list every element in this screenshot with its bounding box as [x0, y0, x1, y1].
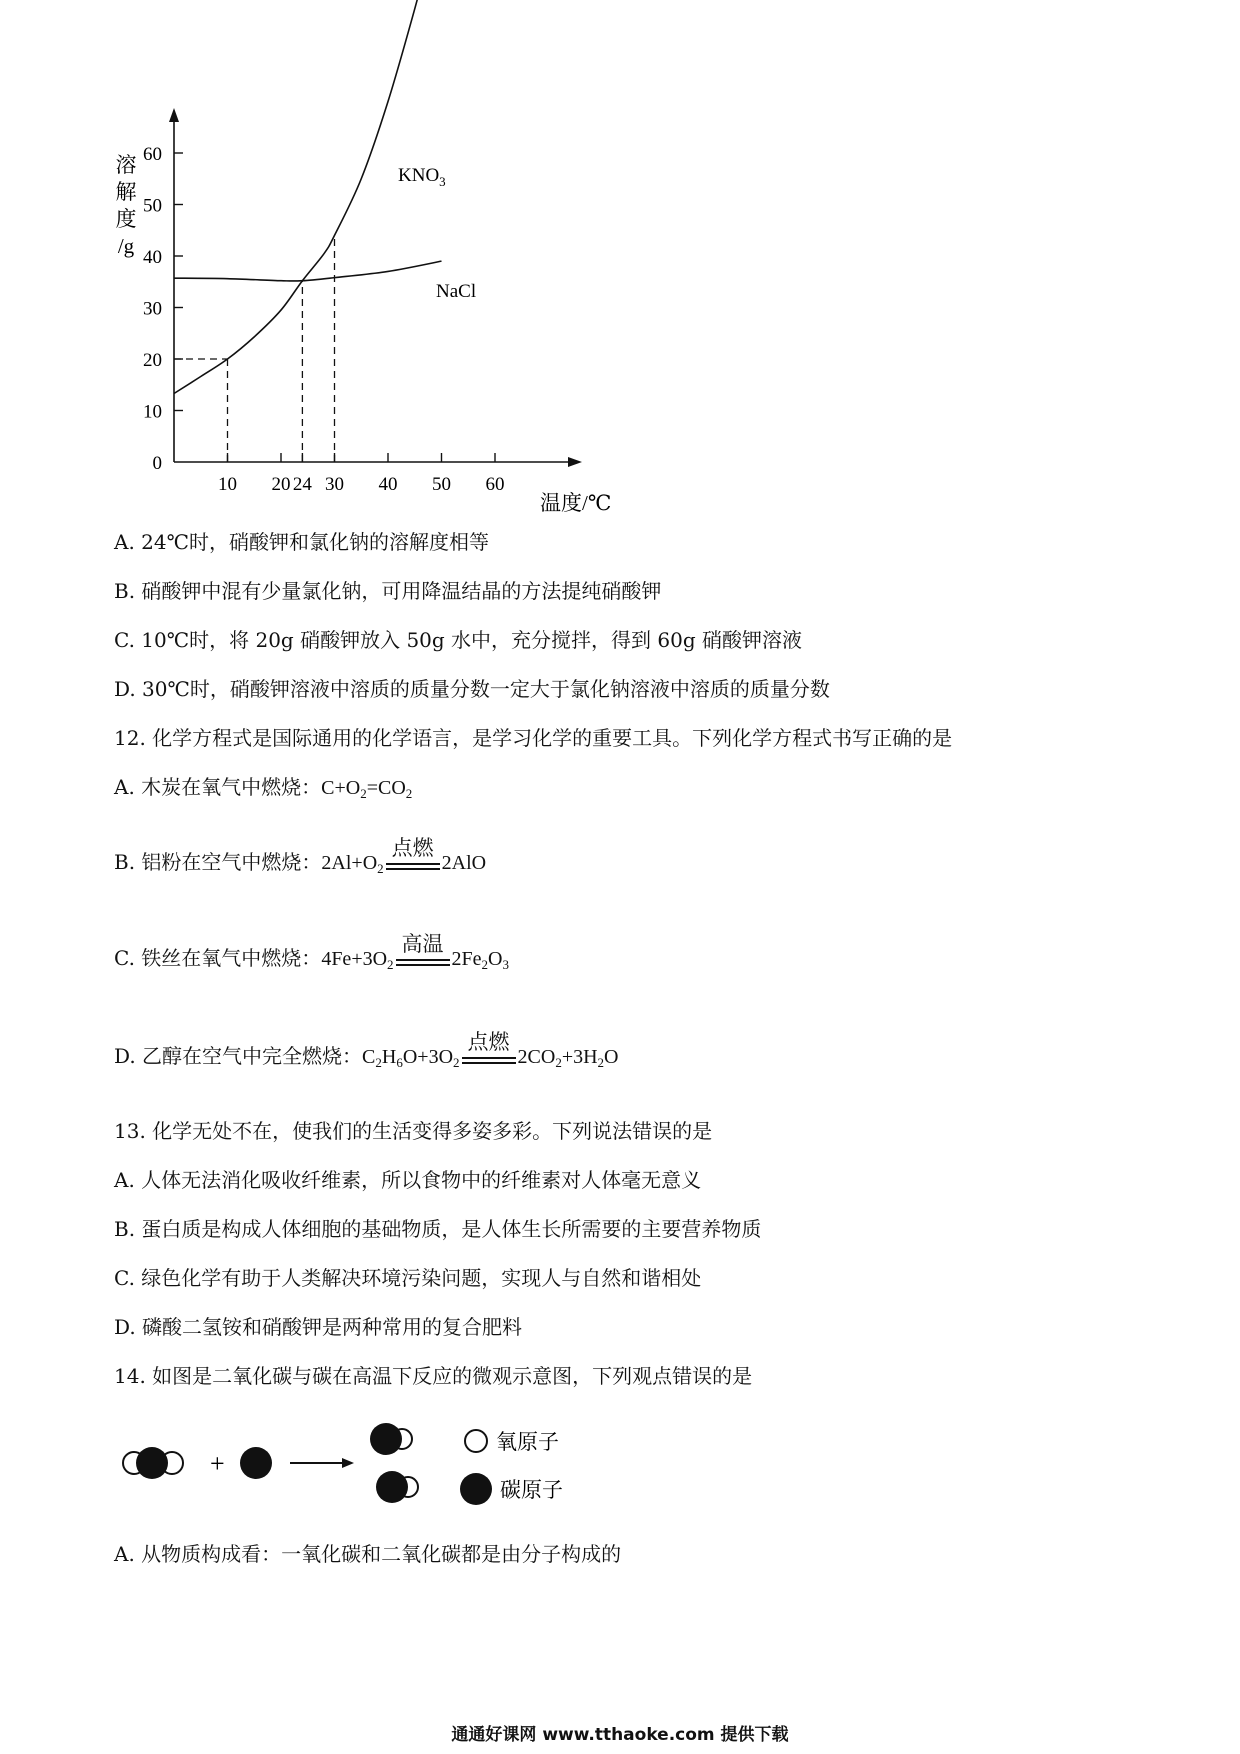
y-tick-label: 30	[143, 298, 162, 320]
co-molecule	[370, 1423, 412, 1455]
x-tick-label: 60	[485, 474, 505, 495]
y-axis-label-char: /g	[117, 234, 135, 258]
chart-guide-lines	[174, 235, 335, 462]
q12-option-a: A. 木炭在氧气中燃烧：$C+O_2=CO_2$	[114, 775, 413, 801]
x-tick-label: 20	[271, 474, 291, 495]
x-axis-label: 温度/℃	[540, 491, 612, 515]
y-tick-label: 60	[143, 144, 162, 165]
x-tick-label: 40	[378, 474, 398, 495]
solubility-chart	[0, 0, 620, 530]
q14-stem: 14. 如图是二氧化碳与碳在高温下反应的微观示意图，下列观点错误的是	[114, 1364, 753, 1388]
plus-sign: +	[210, 1449, 225, 1478]
legend-oxygen: 氧原子	[496, 1430, 559, 1454]
x-axis-arrow	[568, 457, 582, 467]
page-footer: 通通好课网 www.tthaoke.com 提供下载	[451, 1725, 789, 1745]
y-tick-label: 0	[152, 453, 162, 474]
carbon-legend-icon	[460, 1473, 492, 1505]
chart-ticks	[143, 144, 505, 495]
co-molecule	[376, 1471, 418, 1503]
q11-option-b: B. 硝酸钾中混有少量氯化钠，可用降温结晶的方法提纯硝酸钾	[114, 579, 662, 603]
q13-stem: 13. 化学无处不在，使我们的生活变得多姿多彩。下列说法错误的是	[114, 1119, 713, 1143]
co2-molecule	[123, 1447, 183, 1479]
y-tick-label: 10	[143, 401, 162, 423]
q11-option-d: D. 30℃时，硝酸钾溶液中溶质的质量分数一定大于氯化钠溶液中溶质的质量分数	[114, 677, 830, 701]
kno3-curve	[174, 0, 431, 394]
chart-curves	[174, 0, 442, 394]
x-tick-label: 50	[432, 474, 451, 495]
y-axis-label-char: 溶	[115, 153, 137, 177]
condition-ignite: 点燃	[462, 1048, 516, 1068]
arrow-icon	[290, 1458, 354, 1468]
series-label-kno3: $KNO_3$	[398, 165, 446, 189]
q11-option-a: A. 24℃时，硝酸钾和氯化钠的溶解度相等	[114, 530, 489, 554]
condition-high-temp: 高温	[396, 950, 450, 970]
condition-ignite: 点燃	[386, 854, 440, 874]
q12-option-b: B. 铝粉在空气中燃烧：$2Al+O_2$ 点燃 2AlO	[114, 835, 487, 876]
q14-option-a: A. 从物质构成看：一氧化碳和二氧化碳都是由分子构成的	[114, 1542, 622, 1566]
x-tick-label: 10	[218, 474, 237, 495]
y-tick-label: 40	[143, 247, 162, 268]
y-axis-label-char: 解	[115, 180, 137, 204]
y-axis-label	[116, 153, 137, 258]
x-tick-label: 30	[325, 474, 344, 495]
y-tick-label: 20	[143, 350, 162, 371]
oxygen-legend-icon	[465, 1430, 487, 1452]
y-axis-arrow	[169, 108, 179, 122]
q13-option-a: A. 人体无法消化吸收纤维素，所以食物中的纤维素对人体毫无意义	[114, 1168, 702, 1192]
nacl-curve	[174, 261, 442, 281]
y-axis-label-char: 度	[115, 207, 137, 231]
q12-option-c: C. 铁丝在氧气中燃烧：$4Fe+3O_2$ 高温 $2Fe_2O_3$	[114, 931, 509, 972]
q13-option-c: C. 绿色化学有助于人类解决环境污染问题，实现人与自然和谐相处	[114, 1266, 702, 1290]
q13-option-d: D. 磷酸二氢铵和硝酸钾是两种常用的复合肥料	[114, 1315, 523, 1339]
x-tick-label: 24	[292, 474, 312, 495]
y-tick-label: 50	[143, 195, 162, 217]
q12-stem: 12. 化学方程式是国际通用的化学语言，是学习化学的重要工具。下列化学方程式书写正确的是	[114, 726, 953, 750]
reaction-micro-diagram	[110, 1415, 630, 1520]
chart-axes	[169, 108, 582, 467]
q12-option-d: D. 乙醇在空气中完全燃烧：$C_2H_6O+3O_2$ 点燃 $2CO_2+3H_2O$	[114, 1029, 619, 1070]
legend-carbon: 碳原子	[500, 1478, 563, 1502]
series-label-nacl: NaCl	[436, 281, 477, 302]
q11-option-c: C. 10℃时，将 20g 硝酸钾放入 50g 水中，充分搅拌，得到 60g 硝酸钾溶液	[114, 628, 803, 652]
carbon-atom	[240, 1447, 272, 1479]
q13-option-b: B. 蛋白质是构成人体细胞的基础物质，是人体生长所需要的主要营养物质	[114, 1217, 762, 1241]
